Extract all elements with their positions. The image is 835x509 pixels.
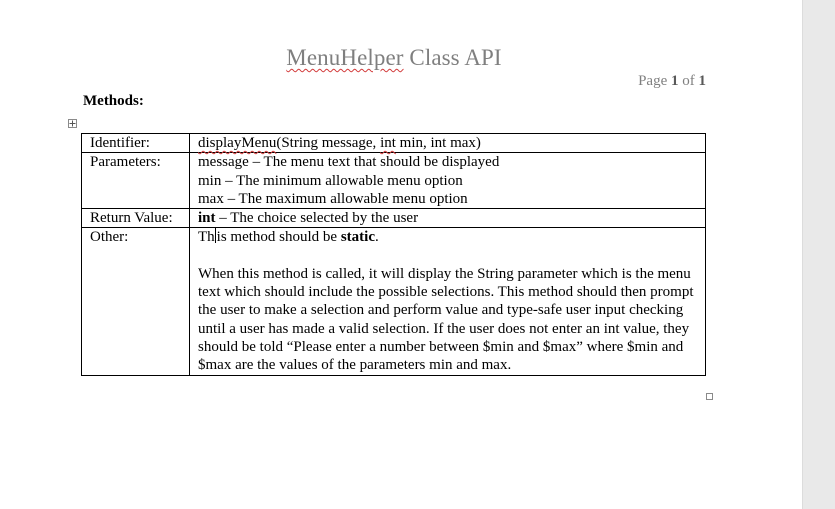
identifier-value[interactable] <box>190 134 706 153</box>
section-heading: Methods: <box>83 93 144 109</box>
parameter-line: message – The menu text that should be displayed <box>198 154 500 171</box>
other-text-mid: is method should be <box>216 229 341 246</box>
method-name: displayMenu <box>198 135 277 151</box>
static-keyword: static <box>340 229 375 246</box>
window-gutter <box>802 0 835 509</box>
page-prefix: Page <box>638 73 671 89</box>
page-total: 1 <box>698 73 706 89</box>
other-value[interactable] <box>190 228 706 375</box>
return-description: – The choice selected by the user <box>215 210 419 227</box>
other-text-start: Th <box>198 229 215 246</box>
page-of: of <box>678 73 699 89</box>
document-title <box>0 45 788 71</box>
other-label[interactable]: Other: <box>82 228 190 375</box>
other-line-1 <box>198 228 698 246</box>
page-number <box>600 73 706 90</box>
title-class-name: MenuHelper <box>286 45 404 70</box>
parameters-label[interactable]: Parameters: <box>82 153 190 209</box>
table-resize-handle[interactable] <box>706 393 713 400</box>
table-move-handle-icon[interactable] <box>68 119 77 128</box>
parameter-line: min – The minimum allowable menu option <box>198 172 463 189</box>
title-suffix: Class API <box>403 45 502 70</box>
signature-part: (String message, <box>276 135 381 151</box>
page-current: 1 <box>671 73 679 89</box>
return-value-value[interactable] <box>190 209 706 228</box>
identifier-label[interactable]: Identifier: <box>82 134 190 153</box>
table-row-identifier <box>82 134 706 153</box>
api-table <box>81 133 706 376</box>
return-type: int <box>198 210 216 227</box>
paragraph-spacer <box>198 247 698 265</box>
table-row-parameters <box>82 153 706 209</box>
parameter-line: max – The maximum allowable menu option <box>198 190 468 207</box>
parameters-value[interactable] <box>190 153 706 209</box>
return-value-label[interactable]: Return Value: <box>82 209 190 228</box>
signature-end: min, int max) <box>395 135 481 151</box>
other-paragraph: When this method is called, it will display the String parameter which is the menu text which should include the possible selections. This method should then prompt the user to make a selection and perform value and type-safe user input checking until a user has made a valid selection. If the user does not enter an int value, they should be told “Please enter a number between $min and $max” where $min and $max are the values of the parameters min and max. <box>198 265 694 374</box>
signature-int: int <box>380 135 396 151</box>
table-row-return-value <box>82 209 706 228</box>
table-row-other <box>82 228 706 375</box>
other-text-end: . <box>375 229 379 246</box>
